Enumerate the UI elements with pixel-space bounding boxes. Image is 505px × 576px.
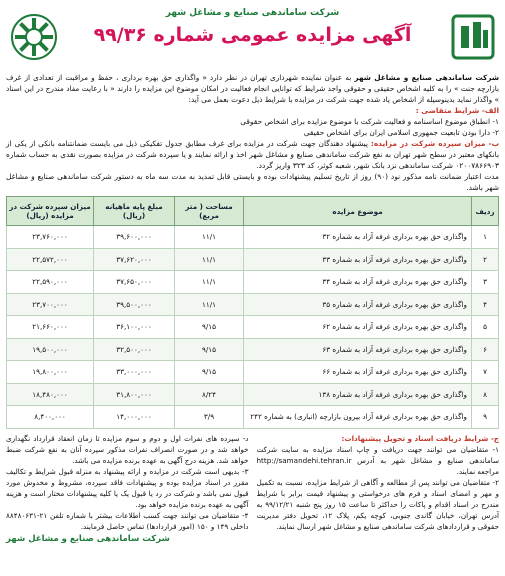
cell-no: ۱ <box>472 226 499 249</box>
section-b-title: ب- میزان سپرده شرکت در مزایده: <box>370 139 499 148</box>
cell-base: ۱۴,۰۰۰,۰۰۰ <box>94 406 175 429</box>
section-d-p3: ۴- متقاضیان می توانند جهت کسب اطلاعات بیشتر با شماره تلفن ۲۱-۸۸۴۸۰۶۳۱ داخلی ۱۴۹ و ۱۵۰ (امور قراردادها) تماس حاصل فرمایند. <box>6 510 249 531</box>
cell-subject: واگذاری حق بهره برداری غرفه آزاد به شماره ۳۴ <box>244 271 472 294</box>
cell-no: ۹ <box>472 406 499 429</box>
cell-area: ۱۱/۱ <box>175 226 244 249</box>
section-d-p1: د- سپرده های نفرات اول و دوم و سوم مزایده تا زمان انعقاد قرارداد نگهداری خواهد شد و در صورت انصراف نفرات مذکور سپرده آنان به نفع شرکت ضبط خواهد شد. هزینه درج آگهی به عهده برنده مزایده می باشد. <box>6 433 249 465</box>
organization-logo-icon <box>449 12 497 62</box>
intro-org-name: شرکت ساماندهی صنایع و مشاغل شهر <box>354 73 499 82</box>
table-row <box>7 338 499 361</box>
cell-deposit: ۲۱,۶۶۰,۰۰۰ <box>7 316 94 339</box>
section-b <box>6 138 499 193</box>
cell-base: ۳۹,۶۰۰,۰۰۰ <box>94 226 175 249</box>
cell-no: ۷ <box>472 361 499 384</box>
municipality-logo-icon <box>8 12 60 62</box>
cell-subject: واگذاری حق بهره برداری غرفه آزاد به شماره ۱۳۸ <box>244 383 472 406</box>
table-row <box>7 226 499 249</box>
cell-subject: واگذاری حق بهره برداری غرفه آزاد به شماره ۶۲ <box>244 316 472 339</box>
col-header-deposit: میزان سپرده شرکت در مزایده (ریال) <box>7 197 94 226</box>
cell-base: ۳۳,۰۰۰,۰۰۰ <box>94 361 175 384</box>
intro-paragraph <box>6 72 499 105</box>
col-header-area: مساحت ( متر مربع) <box>175 197 244 226</box>
intro-text: به عنوان نماینده شهرداری تهران در نظر دارد « واگذاری حق بهره برداری ، حفظ و مراقبت از تعدادی از غرف بازارچه جنت » را به کلیه اشخاص حقیقی و حقوقی واجد شرایط که توانایی انجام فعالیت در امکان موضوع این مزایده را دارند « با رعایت مفاد مندرج در این اسناد » واگذار نماید بدینوسیله از اشخاص یاد شده جهت شرکت در مزایده با شرایط ذیل دعوت بعمل می آید: <box>6 73 499 104</box>
cell-subject: واگذاری حق بهره برداری غرفه آزاد به شماره ۳۵ <box>244 293 472 316</box>
cell-no: ۳ <box>472 271 499 294</box>
cell-deposit: ۲۲,۵۷۲,۰۰۰ <box>7 248 94 271</box>
section-c-title: ج- شرایط دریافت اسناد و تحویل پیشنهادات: <box>341 433 499 443</box>
cell-no: ۴ <box>472 293 499 316</box>
cell-subject: واگذاری حق بهره برداری غرفه آزاد به شماره ۶۶ <box>244 361 472 384</box>
section-a-item: ۱- انطباق موضوع اساسنامه و فعالیت شرکت با موضوع مزایده برای اشخاص حقوقی <box>240 117 499 126</box>
cell-subject: واگذاری حق بهره برداری غرفه آزاد بیرون بازارچه (انباری) به شماره ۲۴۲ <box>244 406 472 429</box>
cell-area: ۱۱/۱ <box>175 271 244 294</box>
cell-deposit: ۱۸,۴۸۰,۰۰۰ <box>7 383 94 406</box>
cell-area: ۱۱/۱ <box>175 293 244 316</box>
section-c <box>257 433 500 545</box>
section-a-item: ۲- دارا بودن تابعیت جمهوری اسلامی ایران برای اشخاص حقیقی <box>303 128 499 137</box>
section-d <box>6 433 249 545</box>
col-header-row-no: ردیف <box>472 197 499 226</box>
table-row <box>7 316 499 339</box>
section-b-text: پیشنهاد دهندگان جهت شرکت در مزایده برای غرف مطابق جدول تفکیکی ذیل می بایست ضمانتنامه بانکی از یکی از بانکهای معتبر در سطح شهر تهران به نفع شرکت ساماندهی صنایع و مشاغل شهر اخذ و ارائه نمایند و یا سپرده شرکت در مزایده بصورت نقدی به حساب شماره ۰۲۰۰۷۸۶۶۹۰۳ شرکت ساماندهی نزد بانک شهر، شعبه کوثر، کد ۳۲۳ واریز گردد. <box>6 139 499 170</box>
cell-area: ۹/۱۵ <box>175 316 244 339</box>
section-c-p2: ۲- متقاضیان می توانند پس از مطالعه و آگاهی از شرایط مزایده، نسبت به تکمیل و مهر و امضای اسناد و فرم های درخواستی و پیشنهاد قیمت برابر با شرایط مندرج در اسناد اقدام و پاکات را حداکثر تا ساعت ۱۵ روز پنج شنبه ۹۹/۱۲/۲۱ به آدرس تهران، خیابان گاندی جنوبی، کوچه یکم، پلاک ۱۲، تحویل دفتر مدیریت حقوقی و قراردادهای شرکت ساماندهی صنایع و مشاغل شهر ارسال نمایند. <box>256 477 500 531</box>
cell-deposit: ۲۳,۷۰۰,۰۰۰ <box>7 293 94 316</box>
table-header-row <box>7 197 499 226</box>
cell-area: ۱۱/۱ <box>175 248 244 271</box>
notice-header <box>6 8 499 70</box>
cell-subject: واگذاری حق بهره برداری غرفه آزاد به شماره ۳۳ <box>244 248 472 271</box>
notice-bottom-columns <box>6 433 499 545</box>
cell-no: ۲ <box>472 248 499 271</box>
cell-base: ۳۱,۸۰۰,۰۰۰ <box>94 383 175 406</box>
cell-deposit: ۸,۴۰۰,۰۰۰ <box>7 406 94 429</box>
table-row <box>7 383 499 406</box>
table-row <box>7 271 499 294</box>
header-org-name: شرکت ساماندهی صنایع و مشاغل شهر <box>165 8 340 18</box>
cell-subject: واگذاری حق بهره برداری غرفه آزاد به شماره ۳۲ <box>244 226 472 249</box>
cell-no: ۶ <box>472 338 499 361</box>
table-row <box>7 406 499 429</box>
table-row <box>7 361 499 384</box>
cell-area: ۸/۲۴ <box>175 383 244 406</box>
section-a <box>6 105 499 138</box>
auction-items-table <box>6 196 499 429</box>
notice-title: آگهی مزایده عمومی شماره ۹۹/۳۶ <box>93 24 412 46</box>
cell-base: ۳۹,۵۰۰,۰۰۰ <box>94 293 175 316</box>
cell-no: ۵ <box>472 316 499 339</box>
table-row <box>7 293 499 316</box>
table-row <box>7 248 499 271</box>
cell-area: ۹/۱۵ <box>175 338 244 361</box>
section-d-p2: ۳- بدیهی است شرکت در مزایده و ارائه پیشنهاد به منزله قبول شرایط و تکالیف مقرر در اسناد مزایده بوده و پیشنهادات فاقد سپرده، مشروط و مخدوش مورد قبول نمی باشد و شرکت در رد یا قبول یک یا کلیه پیشنهادات مختار است و هزینه آگهی به عهده برنده مزایده خواهد بود. <box>6 466 249 509</box>
cell-base: ۳۷,۶۵۰,۰۰۰ <box>94 271 175 294</box>
section-c-p1: ۱- متقاضیان می توانند جهت دریافت و چاپ اسناد مزایده به سایت شرکت ساماندهی صنایع و مشاغل شهر به آدرس http://samandehi.tehran.ir مراجعه نمایند. <box>256 444 499 476</box>
col-header-subject: موضوع مزایده <box>244 197 472 226</box>
cell-base: ۳۷,۶۲۰,۰۰۰ <box>94 248 175 271</box>
cell-subject: واگذاری حق بهره برداری غرفه آزاد به شماره ۶۳ <box>244 338 472 361</box>
cell-base: ۳۲,۵۰۰,۰۰۰ <box>94 338 175 361</box>
cell-deposit: ۱۹,۵۰۰,۰۰۰ <box>7 338 94 361</box>
guarantee-validity: مدت اعتبار ضمانت نامه مذکور نود (۹۰) روز از تاریخ تسلیم پیشنهادات بوده و بایستی قابل تمدید به مدت سه ماه به دستور شرکت ساماندهی صنایع و مشاغل شهر باشد. <box>6 172 499 192</box>
cell-base: ۳۶,۱۰۰,۰۰۰ <box>94 316 175 339</box>
cell-deposit: ۲۲,۵۹۰,۰۰۰ <box>7 271 94 294</box>
cell-area: ۳/۹ <box>175 406 244 429</box>
cell-deposit: ۲۳,۷۶۰,۰۰۰ <box>7 226 94 249</box>
signature: شرکت ساماندهی صنایع و مشاغل شهر <box>6 533 170 544</box>
col-header-base-price: مبلغ پایه ماهیانه (ریال) <box>94 197 175 226</box>
section-a-title: الف- شرایط متقاضی : <box>415 106 499 115</box>
cell-no: ۸ <box>472 383 499 406</box>
cell-deposit: ۱۹,۸۰۰,۰۰۰ <box>7 361 94 384</box>
cell-area: ۹/۱۵ <box>175 361 244 384</box>
